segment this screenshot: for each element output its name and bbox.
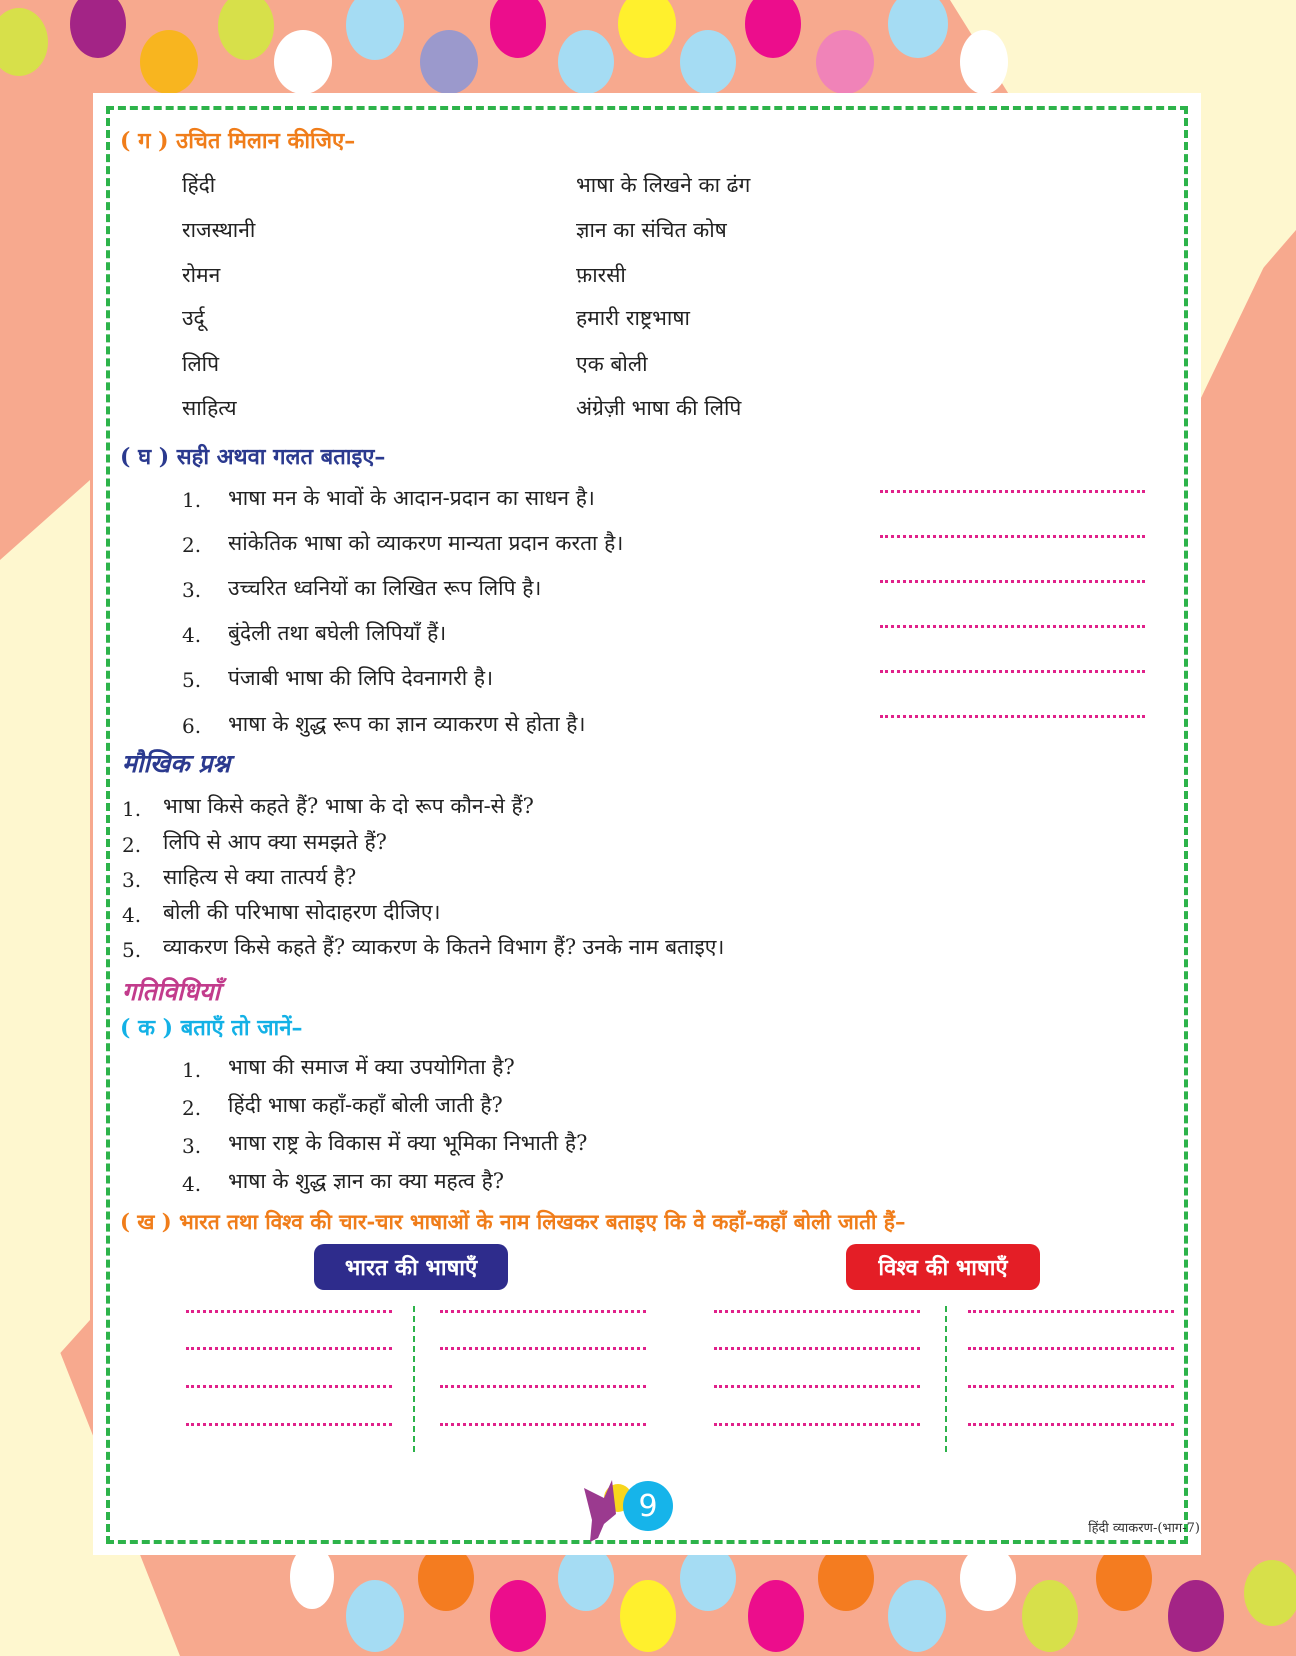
true-false-statement: भाषा मन के भावों के आदान-प्रदान का साधन है।: [228, 486, 595, 510]
oral-question: बोली की परिभाषा सोदाहरण दीजिए।: [163, 900, 441, 924]
item-number: 1.: [122, 797, 142, 821]
decor-dot: [140, 30, 198, 94]
decor-dot: [680, 30, 736, 94]
decor-dot: [748, 1580, 804, 1652]
true-false-statement: उच्चरित ध्वनियों का लिखित रूप लिपि है।: [228, 576, 542, 600]
answer-line[interactable]: [714, 1347, 920, 1350]
answer-line[interactable]: [968, 1385, 1174, 1388]
answer-line[interactable]: [880, 535, 1145, 538]
oral-question: लिपि से आप क्या समझते हैं?: [163, 830, 387, 854]
match-right-item: अंग्रेज़ी भाषा की लिपि: [576, 396, 742, 420]
oral-question: साहित्य से क्या तात्पर्य है?: [163, 865, 357, 889]
item-number: 4.: [182, 623, 202, 647]
answer-line[interactable]: [714, 1310, 920, 1313]
decor-dot: [558, 30, 614, 94]
item-number: 6.: [182, 714, 202, 738]
item-number: 3.: [182, 578, 202, 602]
match-left-item: साहित्य: [182, 396, 237, 420]
decor-dot: [1168, 1580, 1224, 1652]
answer-line[interactable]: [880, 670, 1145, 673]
decor-dot: [960, 30, 1008, 94]
match-left-item: रोमन: [182, 263, 221, 287]
section-g-heading: ( ग ) उचित मिलान कीजिए–: [120, 128, 356, 154]
section-gh-heading: ( घ ) सही अथवा गलत बताइए–: [120, 444, 386, 470]
match-right-item: एक बोली: [576, 352, 648, 376]
answer-line[interactable]: [880, 580, 1145, 583]
answer-line[interactable]: [880, 625, 1145, 628]
decor-dot: [490, 1580, 546, 1652]
decor-dot: [1022, 1580, 1078, 1652]
answer-line[interactable]: [880, 715, 1145, 718]
decor-dot: [1244, 1560, 1296, 1626]
match-left-item: उर्दू: [182, 306, 205, 330]
answer-line[interactable]: [186, 1385, 392, 1388]
match-right-item: भाषा के लिखने का ढंग: [576, 173, 751, 197]
item-number: 1.: [182, 488, 202, 512]
decor-dot: [816, 30, 874, 94]
india-languages-label: भारत की भाषाएँ: [314, 1244, 508, 1290]
decor-dot: [888, 1580, 946, 1652]
true-false-statement: पंजाबी भाषा की लिपि देवनागरी है।: [228, 666, 494, 690]
item-number: 3.: [122, 868, 142, 892]
activity-question: भाषा के शुद्ध ज्ञान का क्या महत्व है?: [228, 1169, 505, 1193]
activity-question: भाषा राष्ट्र के विकास में क्या भूमिका निभाती है?: [228, 1131, 588, 1155]
item-number: 2.: [182, 533, 202, 557]
column-divider: [413, 1306, 415, 1452]
answer-line[interactable]: [880, 490, 1145, 493]
answer-line[interactable]: [186, 1347, 392, 1350]
activity-question: हिंदी भाषा कहाँ-कहाँ बोली जाती है?: [228, 1093, 503, 1117]
match-right-item: ज्ञान का संचित कोष: [576, 218, 727, 242]
activities-heading: गतिविधियाँ: [122, 977, 221, 1006]
answer-line[interactable]: [440, 1385, 646, 1388]
answer-line[interactable]: [968, 1423, 1174, 1426]
item-number: 3.: [182, 1134, 202, 1158]
oral-question: भाषा किसे कहते हैं? भाषा के दो रूप कौन-से हैं?: [163, 794, 534, 818]
decor-dot: [420, 30, 478, 94]
section-k-heading: ( क ) बताएँ तो जानें–: [120, 1015, 303, 1041]
match-right-item: फ़ारसी: [576, 263, 626, 287]
column-divider: [945, 1306, 947, 1452]
answer-line[interactable]: [440, 1423, 646, 1426]
item-number: 4.: [122, 903, 142, 927]
item-number: 4.: [182, 1172, 202, 1196]
true-false-statement: सांकेतिक भाषा को व्याकरण मान्यता प्रदान करता है।: [228, 531, 624, 555]
item-number: 5.: [182, 668, 202, 692]
answer-line[interactable]: [968, 1347, 1174, 1350]
decor-dot: [346, 1580, 404, 1652]
item-number: 1.: [182, 1058, 202, 1082]
activity-question: भाषा की समाज में क्या उपयोगिता है?: [228, 1055, 515, 1079]
match-left-item: लिपि: [182, 352, 220, 376]
answer-line[interactable]: [714, 1423, 920, 1426]
match-left-item: हिंदी: [182, 173, 216, 197]
answer-line[interactable]: [186, 1423, 392, 1426]
true-false-statement: भाषा के शुद्ध रूप का ज्ञान व्याकरण से होता है।: [228, 712, 586, 736]
footer-book-title: हिंदी व्याकरण-(भाग-7): [1088, 1521, 1200, 1536]
decor-dot: [620, 1580, 676, 1652]
match-right-item: हमारी राष्ट्रभाषा: [576, 306, 690, 330]
answer-line[interactable]: [968, 1310, 1174, 1313]
answer-line[interactable]: [440, 1347, 646, 1350]
item-number: 2.: [182, 1096, 202, 1120]
answer-line[interactable]: [440, 1310, 646, 1313]
page-number: 9: [623, 1481, 673, 1531]
answer-line[interactable]: [186, 1310, 392, 1313]
oral-question: व्याकरण किसे कहते हैं? व्याकरण के कितने विभाग हैं? उनके नाम बताइए।: [163, 935, 725, 959]
section-kh-heading: ( ख ) भारत तथा विश्व की चार-चार भाषाओं के नाम लिखकर बताइए कि वे कहाँ-कहाँ बोली जाती हैं–: [120, 1209, 906, 1234]
oral-questions-heading: मौखिक प्रश्न: [122, 749, 231, 778]
item-number: 2.: [122, 833, 142, 857]
true-false-statement: बुंदेली तथा बघेली लिपियाँ हैं।: [228, 621, 447, 645]
answer-line[interactable]: [714, 1385, 920, 1388]
match-left-item: राजस्थानी: [182, 218, 256, 242]
decor-dot: [274, 30, 332, 94]
item-number: 5.: [122, 938, 142, 962]
world-languages-label: विश्व की भाषाएँ: [846, 1244, 1040, 1290]
